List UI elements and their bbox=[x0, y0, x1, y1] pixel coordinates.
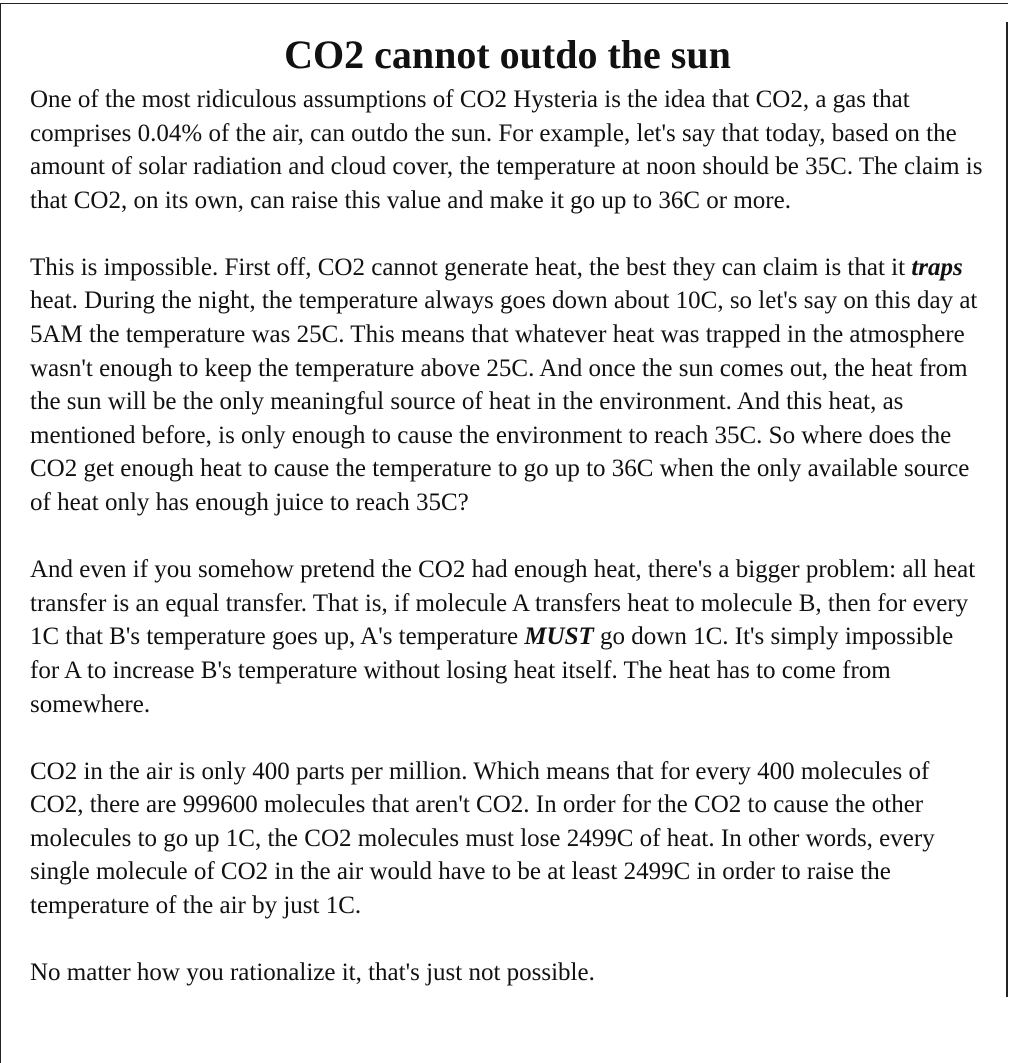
right-border-line bbox=[1006, 22, 1008, 997]
paragraph-5 bbox=[30, 956, 985, 990]
paragraph-1-text: One of the most ridiculous assumptions of CO2 Hysteria is the idea that CO2, a gas that comprises 0.04% of the air, can outdo the sun. For example, let's say that today, based on the amount of solar radiation and cloud cover, the temperature at noon should be 35C. The claim is that CO2, on its own, can raise this value and make it go up to 36C or more. bbox=[30, 86, 983, 214]
paragraph-2-text-after: heat. During the night, the temperature always goes down about 10C, so let's say on this day at 5AM the temperature was 25C. This means that whatever heat was trapped in the atmosphere wasn't enough to keep the temperature above 25C. And once the sun comes out, the heat from the sun will be the only meaningful source of heat in the environment. And this heat, as mentioned before, is only enough to cause the environment to reach 35C. So where does the CO2 get enough heat to cause the temperature to go up to 36C when the only available source of heat only has enough juice to reach 35C? bbox=[30, 287, 978, 517]
page-title: CO2 cannot outdo the sun bbox=[284, 32, 731, 77]
paragraph-1 bbox=[30, 83, 985, 217]
paragraph-4 bbox=[30, 755, 985, 923]
emphasis-traps: traps bbox=[911, 253, 963, 281]
paragraph-5-text: No matter how you rationalize it, that's just not possible. bbox=[30, 959, 595, 987]
paragraph-3-text-after: go down 1C. It's simply impossible for A to increase B's temperature without losing heat itself. The heat has to come from somewhere. bbox=[30, 623, 954, 718]
paragraph-2 bbox=[30, 251, 985, 520]
article bbox=[30, 30, 985, 1023]
emphasis-must: MUST bbox=[524, 623, 594, 651]
paragraph-2-text-before: This is impossible. First off, CO2 cannot generate heat, the best they can claim is that it bbox=[30, 253, 912, 281]
paragraph-3 bbox=[30, 553, 985, 721]
paragraph-4-text: CO2 in the air is only 400 parts per million. Which means that for every 400 molecules of CO2, there are 999600 molecules that aren't CO2. In order for the CO2 to cause the other molecules to go up 1C, the CO2 molecules must lose 2499C of heat. In other words, every single molecule of CO2 in the air would have to be at least 2499C in order to raise the temperature of the air by just 1C. bbox=[30, 757, 935, 919]
paragraph-3-text-before: And even if you somehow pretend the CO2 had enough heat, there's a bigger problem: all heat transfer is an equal transfer. That is, if molecule A transfers heat to molecule B, then for every 1C that B's temperature goes up, A's temperature bbox=[30, 556, 976, 651]
